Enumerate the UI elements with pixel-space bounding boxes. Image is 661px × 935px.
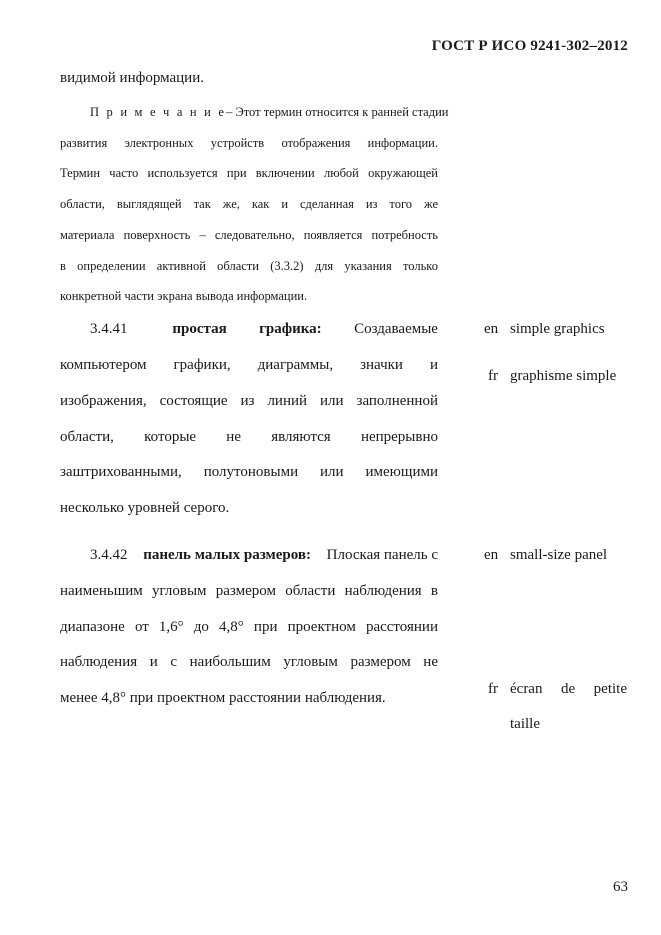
english-equivalent: simple graphics xyxy=(510,321,605,337)
note-line: области, выглядящей так же, как и сделанная из того же xyxy=(60,197,438,211)
definition-line: изображения, состоящие из линий или заполненной xyxy=(60,393,438,409)
continuation-line: видимой информации. xyxy=(60,70,204,86)
term-name-part: графика: xyxy=(259,321,322,337)
note-line: Термин часто используется при включении любой окружающей xyxy=(60,166,438,180)
definition-line: области, которые не являются непрерывно xyxy=(60,429,438,445)
definition-line: менее 4,8° при проектном расстоянии наблюдения. xyxy=(60,690,386,706)
definition-line: заштрихованными, полутоновыми или имеющими xyxy=(60,464,438,480)
page-number: 63 xyxy=(613,879,628,895)
language-code-fr: fr xyxy=(488,368,498,384)
language-code-en: en xyxy=(484,321,499,337)
term-definition-start: Создаваемые xyxy=(354,321,438,337)
term-name-part: простая xyxy=(172,321,227,337)
language-code-fr: fr xyxy=(488,681,498,697)
note-line: в определении активной области (3.3.2) для указания только xyxy=(60,259,438,273)
term-number: 3.4.41 xyxy=(90,321,128,337)
definition-line: компьютером графики, диаграммы, значки и xyxy=(60,357,438,373)
definition-line: наблюдения и с наибольшим угловым размером не xyxy=(60,654,438,670)
standard-header: ГОСТ Р ИСО 9241-302–2012 xyxy=(431,38,628,54)
note-line: развития электронных устройств отображения информации. xyxy=(60,136,438,150)
term-name: панель малых размеров: xyxy=(143,547,311,563)
definition-line: диапазоне от 1,6° до 4,8° при проектном расстоянии xyxy=(60,619,438,635)
term-3442-first-line xyxy=(90,547,438,564)
term-number: 3.4.42 xyxy=(90,547,128,563)
french-equivalent-continued: taille xyxy=(510,716,540,732)
note-label: П р и м е ч а н и е xyxy=(90,105,227,119)
note-first-text: – Этот термин относится к ранней стадии xyxy=(226,105,449,119)
term-3441-first-line xyxy=(90,321,438,338)
definition-line: несколько уровней серого. xyxy=(60,500,230,516)
language-code-en: en xyxy=(484,547,499,563)
note-line: конкретной части экрана вывода информации. xyxy=(60,289,308,303)
note-first-line xyxy=(90,105,449,120)
english-equivalent: small-size panel xyxy=(510,547,608,563)
french-equivalent: écran de petite xyxy=(510,681,627,697)
term-definition-start: Плоская панель с xyxy=(326,547,438,563)
note-line: материала поверхность – следовательно, появляется потребность xyxy=(60,228,438,242)
french-equivalent: graphisme simple xyxy=(510,368,617,384)
definition-line: наименьшим угловым размером области наблюдения в xyxy=(60,583,438,599)
